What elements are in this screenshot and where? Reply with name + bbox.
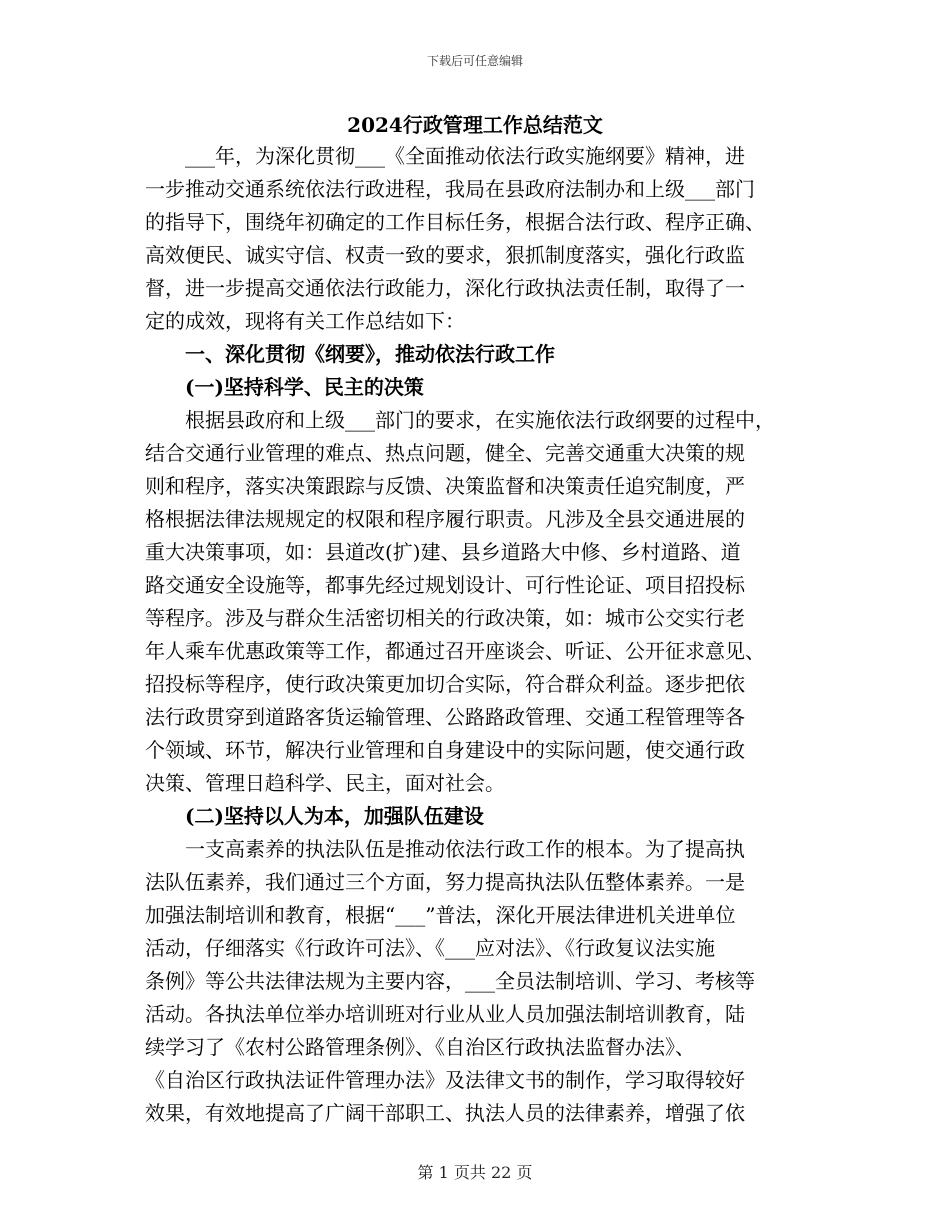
text-line: 条例》等公共法律法规为主要内容，___全员法制培训、学习、考核等 (145, 969, 755, 993)
section-heading: 一、深化贯彻《纲要》，推动依法行政工作 (185, 342, 555, 366)
text-line: 法队伍素养，我们通过三个方面，努力提高执法队伍整体素养。一是 (145, 870, 745, 894)
text-line: 活动。各执法单位举办培训班对行业从业人员加强法制培训教育，陆 (145, 1002, 745, 1026)
text-line: 续学习了《农村公路管理条例》、《自治区行政执法监督办法》、 (145, 1035, 695, 1059)
body-paragraph (145, 833, 820, 1130)
text-line: 《自治区行政执法证件管理办法》及法律文书的制作，学习取得较好 (145, 1068, 745, 1092)
text-line: 高效便民、诚实守信、权责一致的要求，狠抓制度落实，强化行政监 (145, 243, 745, 267)
text-line: 等程序。涉及与群众生活密切相关的行政决策，如：城市公交实行老 (145, 606, 745, 630)
page-number: 第 1 页共 22 页 (417, 1163, 533, 1182)
text-line: 招投标等程序，使行政决策更加切合实际，符合群众利益。逐步把依 (145, 672, 745, 696)
text-line: 加强法制培训和教育，根据“___”普法，深化开展法律进机关进单位 (145, 903, 736, 927)
header-note: 下载后可任意编辑 (426, 54, 523, 68)
text-line: 效果，有效地提高了广阔干部职工、执法人员的法律素养，增强了依 (145, 1101, 745, 1125)
text-line: 的指导下，围绕年初确定的工作目标任务，根据合法行政、程序正确、 (145, 210, 765, 234)
text-line: 年人乘车优惠政策等工作，都通过召开座谈会、听证、公开征求意见、 (145, 639, 765, 663)
text-line: ___年，为深化贯彻___《全面推动依法行政实施纲要》精神，进 (185, 144, 745, 168)
subsection-heading: (二)坚持以人为本，加强队伍建设 (185, 804, 484, 828)
document-body (145, 140, 820, 1130)
intro-paragraph (145, 140, 820, 338)
text-line: 重大决策事项，如：县道改(扩)建、县乡道路大中修、乡村道路、道 (145, 540, 741, 564)
subsection-heading: (一)坚持科学、民主的决策 (185, 375, 424, 399)
text-line: 根据县政府和上级___部门的要求，在实施依法行政纲要的过程中， (185, 408, 775, 432)
text-line: 活动，仔细落实《行政许可法》、《___应对法》、《行政复议法实施 (145, 936, 715, 960)
text-line: 一步推动交通系统依法行政进程，我局在县政府法制办和上级___部门 (145, 177, 755, 201)
page-title: 2024行政管理工作总结范文 (347, 113, 603, 137)
text-line: 路交通安全设施等，都事先经过规划设计、可行性论证、项目招投标 (145, 573, 745, 597)
text-line: 一支高素养的执法队伍是推动依法行政工作的根本。为了提高执 (185, 837, 745, 861)
text-line: 个领域、环节，解决行业管理和自身建设中的实际问题，使交通行政 (145, 738, 745, 762)
text-line: 格根据法律法规规定的权限和程序履行职责。凡涉及全县交通进展的 (145, 507, 745, 531)
text-line: 结合交通行业管理的难点、热点问题，健全、完善交通重大决策的规 (145, 441, 745, 465)
text-line: 督，进一步提高交通依法行政能力，深化行政执法责任制，取得了一 (145, 276, 745, 300)
text-line: 法行政贯穿到道路客货运输管理、公路路政管理、交通工程管理等各 (145, 705, 745, 729)
text-line: 决策、管理日趋科学、民主，面对社会。 (145, 771, 505, 795)
body-paragraph (145, 404, 820, 800)
text-line: 则和程序，落实决策跟踪与反馈、决策监督和决策责任追究制度，严 (145, 474, 745, 498)
text-line: 定的成效，现将有关工作总结如下： (145, 309, 465, 333)
